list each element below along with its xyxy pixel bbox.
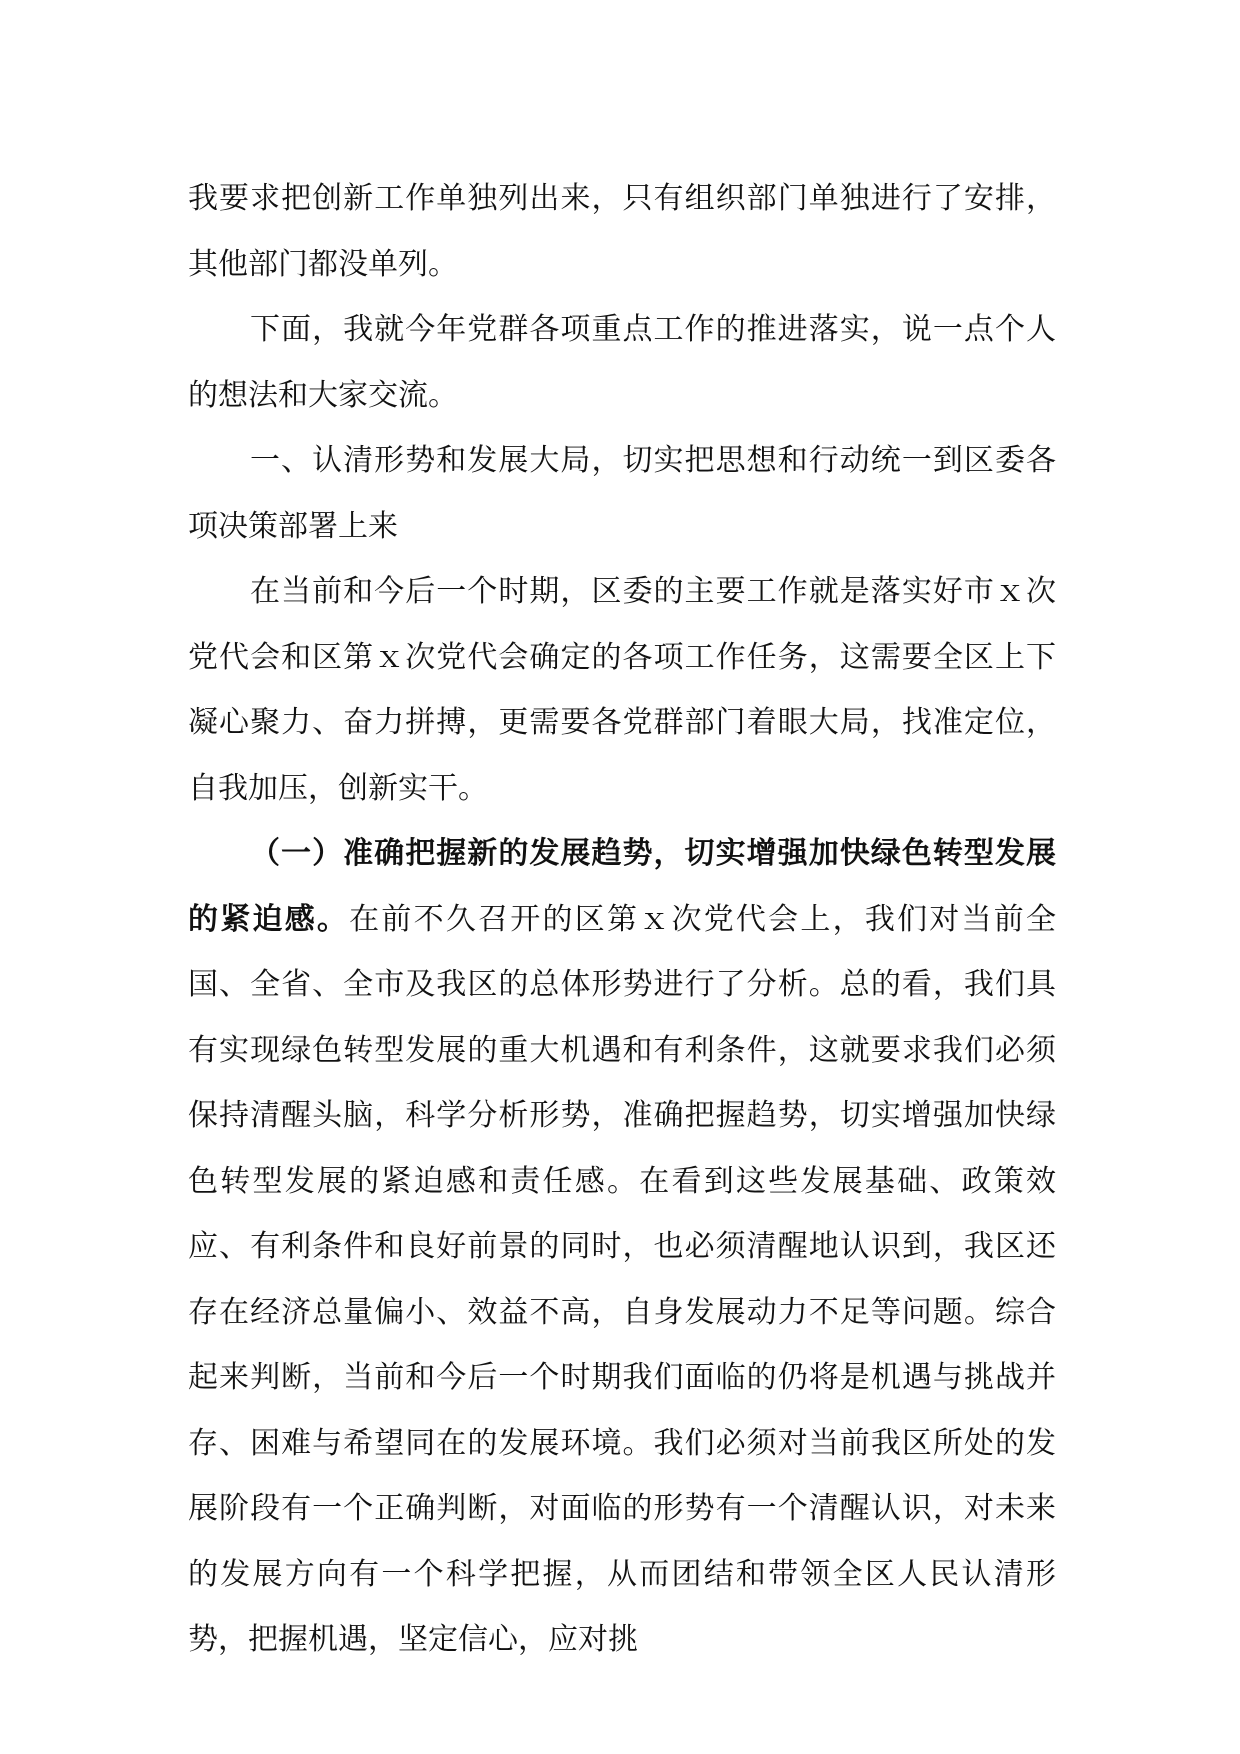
paragraph-text: 下面，我就今年党群各项重点工作的推进落实，说一点个人的想法和大家交流。 [188,312,1056,413]
paragraph-continuation [188,166,1056,297]
paragraph-text: 在当前和今后一个时期，区委的主要工作就是落实好市ｘ次党代会和区第ｘ次党代会确定的各项工作任务，这需要全区上下凝心聚力、奋力拼搏，更需要各党群部门着眼大局，找准定位，自我加压，创新实干。 [188,574,1056,806]
document-body [188,166,1056,1673]
paragraph-intro [188,297,1056,428]
paragraph-text: 我要求把创新工作单独列出来，只有组织部门单独进行了安排，其他部门都没单列。 [188,181,1056,282]
paragraph-text: 在前不久召开的区第ｘ次党代会上，我们对当前全国、全省、全市及我区的总体形势进行了分析。总的看，我们具有实现绿色转型发展的重大机遇和有利条件，这就要求我们必须保持清醒头脑，科学分析形势，准确把握趋势，切实增强加快绿色转型发展的紧迫感和责任感。在看到这些发展基础、政策效应、有利条件和良好前景的同时，也必须清醒地认识到，我区还存在经济总量偏小、效益不高，自身发展动力不足等问题。综合起来判断，当前和今后一个时期我们面临的仍将是机遇与挑战并存、困难与希望同在的发展环境。我们必须对当前我区所处的发展阶段有一个正确判断，对面临的形势有一个清醒认识，对未来的发展方向有一个科学把握，从而团结和带领全区人民认清形势，把握机遇，坚定信心，应对挑 [188,901,1057,1657]
subsection-heading: （一）准确把握新的发展趋势，切实增强加快绿色转型发展的紧迫感。 [188,836,1056,937]
paragraph-task [188,559,1056,821]
section-heading-text: 一、认清形势和发展大局，切实把思想和行动统一到区委各项决策部署上来 [188,443,1056,544]
subsection-paragraph-1 [188,821,1056,1673]
section-heading-1 [188,428,1056,559]
